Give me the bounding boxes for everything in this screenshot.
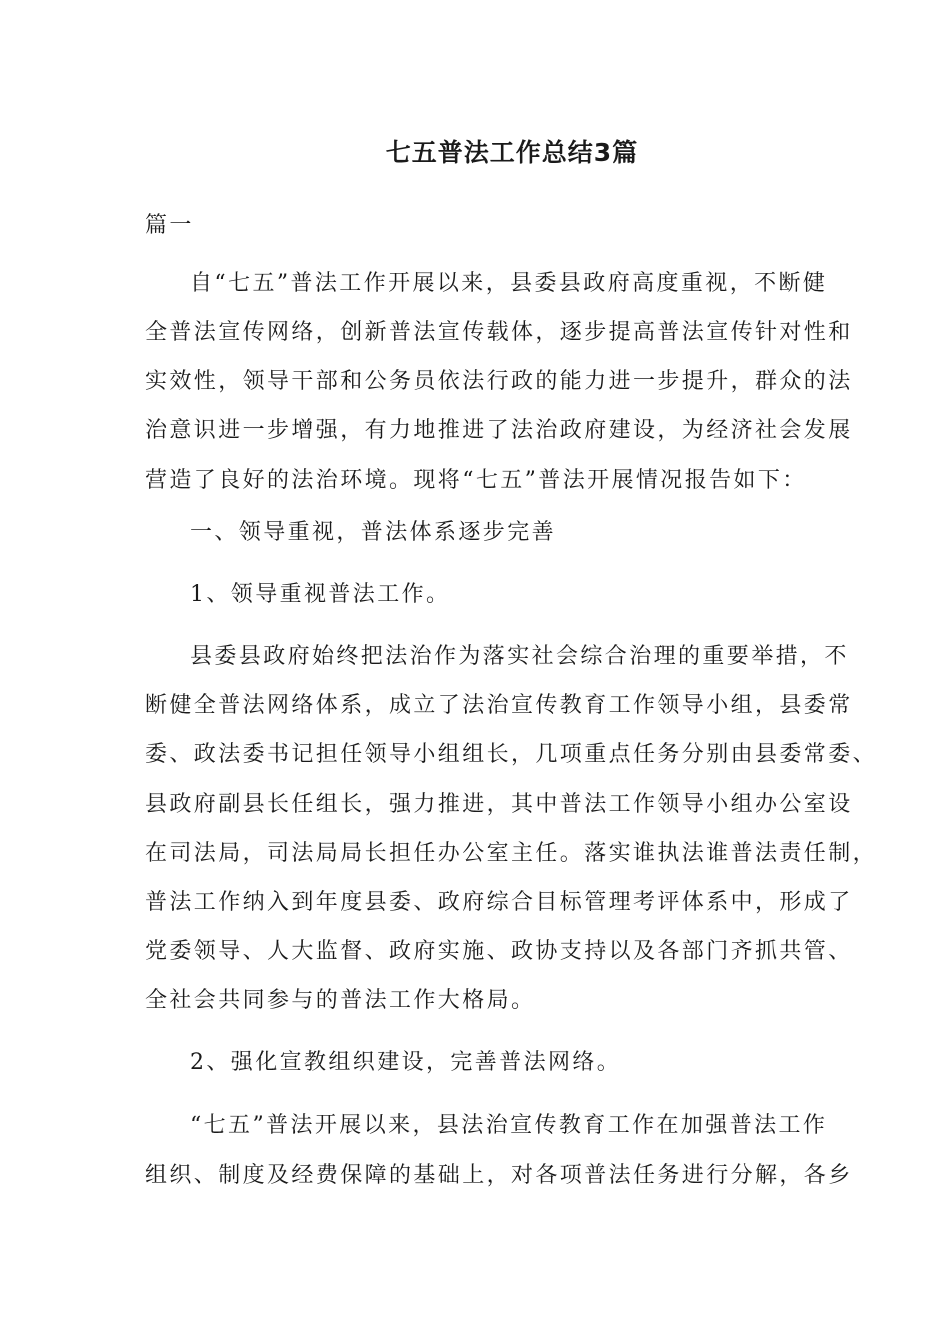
- paragraph-line: 治意识进一步增强，有力地推进了法治政府建设，为经济社会发展: [145, 418, 853, 443]
- paragraph-line: 全社会共同参与的普法工作大格局。: [145, 988, 536, 1013]
- paragraph-line: 组织、制度及经费保障的基础上，对各项普法任务进行分解，各乡: [145, 1163, 853, 1188]
- paragraph-line: 县委县政府始终把法治作为落实社会综合治理的重要举措，不: [190, 644, 849, 669]
- paragraph-line: 委、政法委书记担任领导小组组长，几项重点任务分别由县委常委、: [145, 742, 878, 767]
- paragraph-line: 实效性，领导干部和公务员依法行政的能力进一步提升，群众的法: [145, 369, 853, 394]
- section-heading: 一、领导重视，普法体系逐步完善: [190, 520, 557, 545]
- paragraph-line: 自“七五”普法工作开展以来，县委县政府高度重视，不断健: [190, 271, 828, 296]
- paragraph-line: 党委领导、人大监督、政府实施、政协支持以及各部门齐抓共管、: [145, 939, 853, 964]
- section-label: 篇一: [145, 213, 194, 238]
- subsection-heading: 2、强化宣教组织建设，完善普法网络。: [190, 1050, 622, 1075]
- subsection-heading: 1、领导重视普法工作。: [190, 582, 451, 607]
- paragraph-line: 全普法宣传网络，创新普法宣传载体，逐步提高普法宣传针对性和: [145, 320, 853, 345]
- paragraph-line: 普法工作纳入到年度县委、政府综合目标管理考评体系中，形成了: [145, 890, 853, 915]
- paragraph-line: 断健全普法网络体系，成立了法治宣传教育工作领导小组，县委常: [145, 693, 853, 718]
- paragraph-line: 县政府副县长任组长，强力推进，其中普法工作领导小组办公室设: [145, 792, 853, 817]
- document-title: 七五普法工作总结3篇: [385, 138, 639, 167]
- paragraph-line: 在司法局，司法局局长担任办公室主任。落实谁执法谁普法责任制，: [145, 841, 878, 866]
- paragraph-line: “七五”普法开展以来，县法治宣传教育工作在加强普法工作: [190, 1113, 828, 1138]
- paragraph-line: 营造了良好的法治环境。现将“七五”普法开展情况报告如下：: [145, 468, 807, 493]
